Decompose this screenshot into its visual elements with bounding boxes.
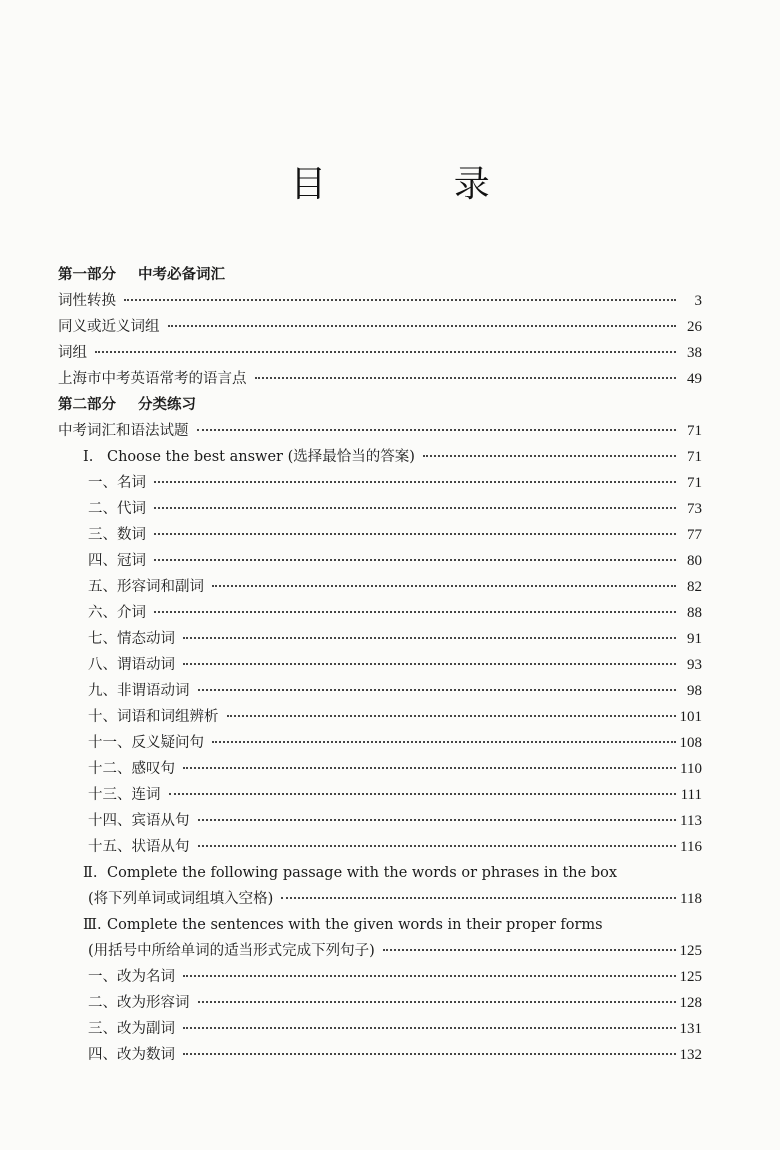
page-number: 125	[679, 969, 702, 985]
dot-leader	[95, 350, 676, 353]
roman-numeral: Ⅰ.	[83, 449, 94, 465]
dot-leader	[197, 428, 677, 431]
page-number: 77	[687, 527, 702, 543]
entry-label: (用括号中所给单词的适当形式完成下列句子)	[88, 943, 375, 959]
entry-label: 十四、宾语从句	[88, 813, 190, 829]
dot-leader	[212, 584, 676, 587]
page-number: 131	[679, 1021, 702, 1037]
page-number: 71	[687, 475, 702, 491]
toc-entry	[58, 496, 702, 522]
page-number: 91	[687, 631, 702, 647]
toc-entry	[58, 418, 702, 444]
page-title: 目 录	[290, 164, 548, 205]
page-number: 98	[687, 683, 702, 699]
page-number: 26	[687, 319, 702, 335]
page-number: 93	[687, 657, 702, 673]
entry-label: 六、介词	[88, 605, 146, 621]
toc-entry	[58, 782, 702, 808]
dot-leader	[124, 298, 676, 301]
toc-entry	[58, 366, 702, 392]
dot-leader	[154, 558, 676, 561]
dot-leader	[183, 974, 676, 977]
toc-subheading	[58, 912, 702, 938]
toc-entry	[58, 574, 702, 600]
entry-label: 九、非谓语动词	[88, 683, 190, 699]
page-number: 80	[687, 553, 702, 569]
dot-leader	[154, 506, 676, 509]
dot-leader	[198, 844, 677, 847]
entry-label: 二、改为形容词	[88, 995, 190, 1011]
page-number: 108	[679, 735, 702, 751]
toc-entry	[58, 288, 702, 314]
entry-label: 上海市中考英语常考的语言点	[58, 371, 247, 387]
page-number: 132	[679, 1047, 702, 1063]
page-number: 71	[687, 449, 702, 465]
dot-leader	[183, 766, 676, 769]
toc-entry	[58, 652, 702, 678]
page-number: 128	[679, 995, 702, 1011]
entry-label: 一、名词	[88, 475, 146, 491]
dot-leader	[169, 792, 677, 795]
toc-entry	[58, 678, 702, 704]
entry-label: 五、形容词和副词	[88, 579, 204, 595]
dot-leader	[281, 896, 676, 899]
toc-section-heading	[58, 392, 702, 418]
dot-leader	[154, 480, 676, 483]
dot-leader	[198, 1000, 676, 1003]
section-label: 第二部分 分类练习	[58, 397, 196, 413]
dot-leader	[154, 610, 676, 613]
dot-leader	[198, 818, 677, 821]
toc-entry	[58, 730, 702, 756]
dot-leader	[227, 714, 676, 717]
entry-label: 十二、感叹句	[88, 761, 175, 777]
page-number: 49	[687, 371, 702, 387]
toc-entry	[58, 314, 702, 340]
toc-entry	[58, 756, 702, 782]
toc-entry	[58, 522, 702, 548]
entry-label: 八、谓语动词	[88, 657, 175, 673]
page-number: 113	[680, 813, 702, 829]
page-number: 3	[694, 293, 702, 309]
entry-label: 二、代词	[88, 501, 146, 517]
toc-subheading	[58, 860, 702, 886]
page-number: 101	[679, 709, 702, 725]
entry-label: 三、数词	[88, 527, 146, 543]
entry-label: 三、改为副词	[88, 1021, 175, 1037]
roman-numeral: Ⅱ.	[83, 865, 98, 881]
toc-entry	[58, 1016, 702, 1042]
entry-label: 七、情态动词	[88, 631, 175, 647]
page-number: 125	[679, 943, 702, 959]
toc-entry	[58, 886, 702, 912]
page-number: 111	[680, 787, 702, 803]
dot-leader	[183, 662, 676, 665]
dot-leader	[423, 454, 676, 457]
entry-label: (将下列单词或词组填入空格)	[88, 891, 274, 907]
page-number: 38	[687, 345, 702, 361]
entry-label: 十、词语和词组辨析	[88, 709, 219, 725]
toc-entry	[58, 470, 702, 496]
page-number: 110	[680, 761, 702, 777]
toc-entry	[58, 548, 702, 574]
entry-label: 词组	[58, 345, 87, 361]
entry-label: Ⅱ. Complete the following passage with the words or phrases in the box	[83, 860, 617, 886]
entry-label: 一、改为名词	[88, 969, 175, 985]
entry-label: Ⅲ. Complete the sentences with the given words in their proper forms	[83, 912, 603, 938]
dot-leader	[183, 1026, 676, 1029]
page-number: 82	[687, 579, 702, 595]
toc-entry	[58, 704, 702, 730]
table-of-contents	[58, 262, 702, 1068]
page-number: 73	[687, 501, 702, 517]
dot-leader	[183, 636, 676, 639]
dot-leader	[383, 948, 676, 951]
dot-leader	[212, 740, 676, 743]
entry-label: 四、改为数词	[88, 1047, 175, 1063]
section-label: 第一部分 中考必备词汇	[58, 267, 225, 283]
entry-label: 十三、连词	[88, 787, 161, 803]
toc-entry	[58, 834, 702, 860]
entry-label: 词性转换	[58, 293, 116, 309]
page-number: 88	[687, 605, 702, 621]
dot-leader	[183, 1052, 676, 1055]
entry-label: 同义或近义词组	[58, 319, 160, 335]
entry-label: 十五、状语从句	[88, 839, 190, 855]
dot-leader	[168, 324, 677, 327]
toc-entry	[58, 808, 702, 834]
dot-leader	[255, 376, 677, 379]
dot-leader	[198, 688, 677, 691]
toc-entry	[58, 340, 702, 366]
toc-entry	[58, 990, 702, 1016]
entry-label: Ⅰ. Choose the best answer (选择最恰当的答案)	[83, 444, 415, 470]
toc-entry	[58, 444, 702, 470]
toc-section-heading	[58, 262, 702, 288]
entry-label: 十一、反义疑问句	[88, 735, 204, 751]
roman-numeral: Ⅲ.	[83, 917, 102, 933]
page-number: 118	[680, 891, 702, 907]
toc-entry	[58, 626, 702, 652]
toc-entry	[58, 938, 702, 964]
page-number: 116	[680, 839, 702, 855]
toc-entry	[58, 1042, 702, 1068]
entry-label: 中考词汇和语法试题	[58, 423, 189, 439]
toc-entry	[58, 600, 702, 626]
page-number: 71	[687, 423, 702, 439]
entry-label: 四、冠词	[88, 553, 146, 569]
toc-entry	[58, 964, 702, 990]
dot-leader	[154, 532, 676, 535]
